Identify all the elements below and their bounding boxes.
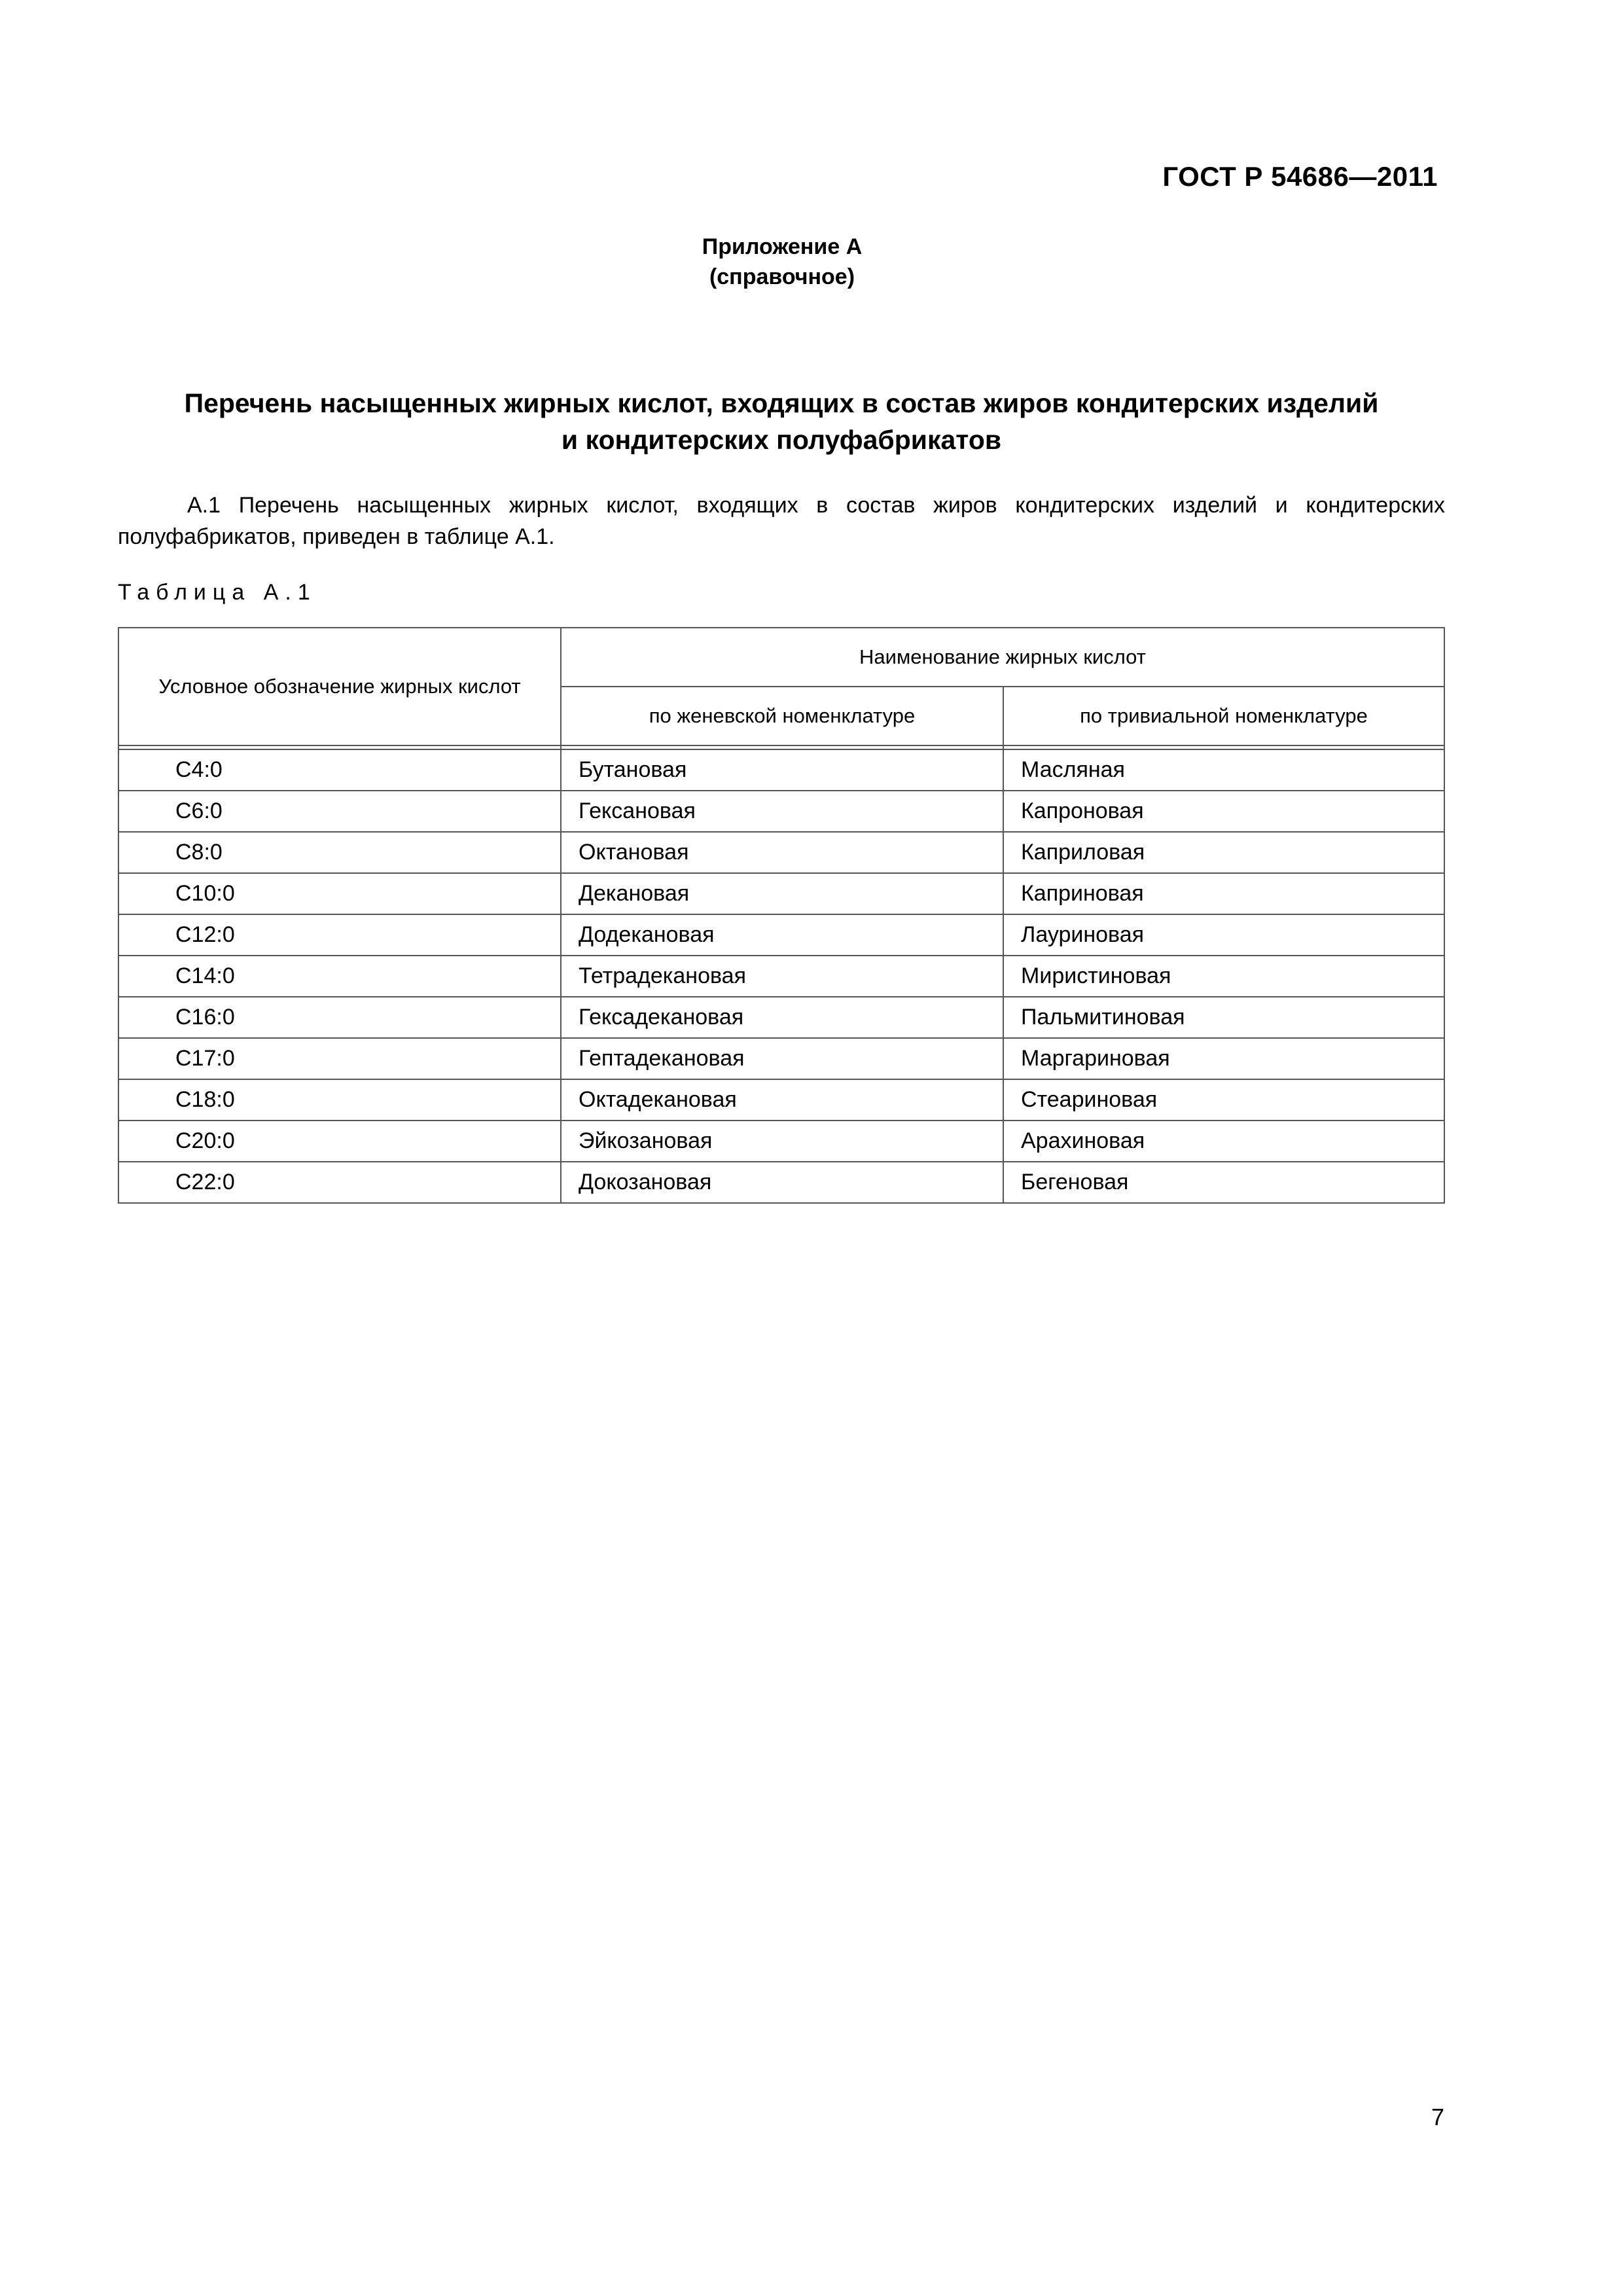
cell-geneva-name: Гептадекановая xyxy=(561,1038,1003,1079)
cell-trivial-name: Капроновая xyxy=(1003,791,1444,832)
section-title xyxy=(118,385,1445,458)
cell-geneva-name: Тетрадекановая xyxy=(561,956,1003,997)
document-code: ГОСТ Р 54686—2011 xyxy=(1162,161,1438,192)
cell-code: С4:0 xyxy=(118,749,561,791)
cell-code: С16:0 xyxy=(118,997,561,1038)
cell-trivial-name: Бегеновая xyxy=(1003,1162,1444,1203)
fatty-acids-table xyxy=(118,627,1445,1204)
cell-trivial-name: Арахиновая xyxy=(1003,1121,1444,1162)
intro-paragraph-line-1: А.1 Перечень насыщенных жирных кислот, входящих в состав жиров кондитерских изделий и кондитерских xyxy=(187,493,1445,518)
cell-code: С17:0 xyxy=(118,1038,561,1079)
table-row xyxy=(118,1079,1444,1121)
cell-geneva-name: Додекановая xyxy=(561,914,1003,956)
cell-code: С10:0 xyxy=(118,873,561,914)
section-title-line-2: и кондитерских полуфабрикатов xyxy=(561,425,1002,455)
table-row xyxy=(118,1162,1444,1203)
cell-trivial-name: Пальмитиновая xyxy=(1003,997,1444,1038)
table-row xyxy=(118,1121,1444,1162)
cell-trivial-name: Миристиновая xyxy=(1003,956,1444,997)
cell-trivial-name: Маргариновая xyxy=(1003,1038,1444,1079)
header-geneva: по женевской номенклатуре xyxy=(561,687,1003,745)
table-row xyxy=(118,873,1444,914)
table-caption: Таблица А.1 xyxy=(118,580,317,605)
cell-code: С6:0 xyxy=(118,791,561,832)
table-row xyxy=(118,749,1444,791)
cell-geneva-name: Декановая xyxy=(561,873,1003,914)
intro-paragraph-line-2: полуфабрикатов, приведен в таблице А.1. xyxy=(118,524,555,549)
cell-code: С18:0 xyxy=(118,1079,561,1121)
intro-paragraph xyxy=(118,490,1445,552)
cell-trivial-name: Каприновая xyxy=(1003,873,1444,914)
cell-geneva-name: Гексановая xyxy=(561,791,1003,832)
cell-trivial-name: Каприловая xyxy=(1003,832,1444,873)
page-number: 7 xyxy=(1431,2104,1444,2130)
cell-geneva-name: Докозановая xyxy=(561,1162,1003,1203)
table-row xyxy=(118,956,1444,997)
table-row xyxy=(118,914,1444,956)
table-row xyxy=(118,997,1444,1038)
cell-geneva-name: Октадекановая xyxy=(561,1079,1003,1121)
cell-code: С20:0 xyxy=(118,1121,561,1162)
cell-geneva-name: Октановая xyxy=(561,832,1003,873)
cell-trivial-name: Лауриновая xyxy=(1003,914,1444,956)
header-trivial: по тривиальной номенклатуре xyxy=(1003,687,1444,745)
appendix-type: (справочное) xyxy=(709,264,855,289)
cell-code: С12:0 xyxy=(118,914,561,956)
cell-geneva-name: Гексадекановая xyxy=(561,997,1003,1038)
cell-trivial-name: Масляная xyxy=(1003,749,1444,791)
cell-code: С8:0 xyxy=(118,832,561,873)
table-row xyxy=(118,832,1444,873)
header-names-group: Наименование жирных кислот xyxy=(561,628,1444,687)
appendix-title: Приложение А xyxy=(702,234,863,259)
cell-geneva-name: Бутановая xyxy=(561,749,1003,791)
cell-trivial-name: Стеариновая xyxy=(1003,1079,1444,1121)
header-code: Условное обозначение жирных кислот xyxy=(118,628,561,745)
cell-code: С22:0 xyxy=(118,1162,561,1203)
table-body xyxy=(118,749,1444,1203)
table-row xyxy=(118,1038,1444,1079)
section-title-line-1: Перечень насыщенных жирных кислот, входящих в состав жиров кондитерских изделий xyxy=(184,388,1379,418)
cell-code: С14:0 xyxy=(118,956,561,997)
table-row xyxy=(118,791,1444,832)
cell-geneva-name: Эйкозановая xyxy=(561,1121,1003,1162)
